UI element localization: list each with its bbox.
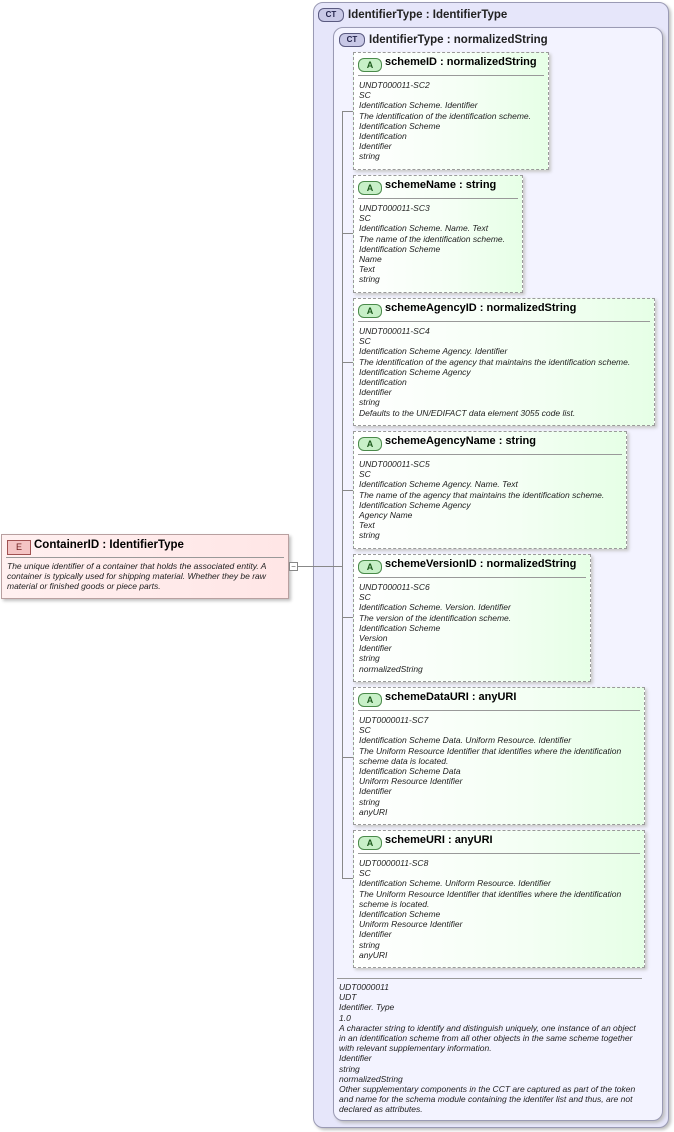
doc-line: The name of the identification scheme. (359, 233, 505, 244)
attribute-documentation (359, 203, 518, 285)
doc-line: The Uniform Resource Identifier that identifies where the identification scheme data is located. (359, 745, 622, 766)
attribute-icon: A (358, 181, 382, 195)
doc-line: UDT (339, 992, 357, 1003)
doc-line: UNDT000011-SC6 (359, 582, 430, 592)
doc-line: Identifier (359, 387, 392, 398)
doc-line: SC (359, 336, 371, 347)
attribute-schemeuri[interactable] (353, 830, 645, 968)
doc-line: UNDT000011-SC3 (359, 203, 430, 213)
element-documentation: The unique identifier of a container that holds the associated entity. A container is typically used for shipping material. Whether they be raw material or finished goods or piece parts. (7, 561, 267, 591)
attribute-documentation (359, 326, 650, 418)
doc-line: Version (359, 633, 388, 644)
connector-line (342, 490, 353, 491)
doc-line: The Uniform Resource Identifier that identifies where the identification scheme is located. (359, 888, 622, 909)
doc-line: UNDT000011-SC5 (359, 459, 430, 469)
attribute-title: schemeAgencyName : string (385, 435, 536, 447)
doc-line: string (359, 939, 380, 950)
divider (358, 710, 640, 711)
attribute-icon: A (358, 58, 382, 72)
doc-line: Identification (359, 131, 407, 142)
doc-line: Identification Scheme (359, 909, 441, 920)
attribute-documentation (359, 582, 586, 674)
divider (358, 577, 586, 578)
doc-line: string (339, 1063, 360, 1074)
divider (358, 454, 622, 455)
attribute-schemeagencyid[interactable] (353, 298, 655, 426)
doc-line: Uniform Resource Identifier (359, 776, 463, 787)
attribute-title: schemeDataURI : anyURI (385, 691, 517, 703)
attribute-documentation (359, 80, 544, 162)
connector-line (342, 233, 353, 234)
doc-line: Identification Scheme. Version. Identifier (359, 602, 511, 613)
attribute-icon: A (358, 836, 382, 850)
doc-line: Identification Scheme (359, 243, 441, 254)
doc-line: SC (359, 592, 371, 603)
doc-line: SC (359, 469, 371, 480)
doc-line: Uniform Resource Identifier (359, 919, 463, 930)
element-title: ContainerID : IdentifierType (34, 539, 184, 551)
doc-line: UNDT000011-SC2 (359, 80, 430, 90)
attribute-schemeagencyname[interactable] (353, 431, 627, 549)
doc-line: Other supplementary components in the CCT are captured as part of the token and name for the schema module containing the identifer list and thus, are not declared as attributes. (339, 1084, 636, 1115)
doc-line: Identification Scheme Agency (359, 499, 471, 510)
doc-line: Identifier. Type (339, 1002, 395, 1013)
doc-line: Identifier (339, 1053, 372, 1064)
doc-line: Identification Scheme (359, 120, 441, 131)
doc-line: UNDT000011-SC4 (359, 326, 430, 336)
attribute-icon: A (358, 304, 382, 318)
attribute-icon: A (358, 437, 382, 451)
complex-type-icon: CT (318, 8, 344, 22)
doc-line: SC (359, 868, 371, 879)
doc-line: string (359, 530, 380, 541)
attribute-schemedatauri[interactable] (353, 687, 645, 825)
connector-line (342, 111, 353, 112)
attribute-documentation (359, 858, 640, 960)
doc-line: Identifier (359, 643, 392, 654)
attribute-icon: A (358, 693, 382, 707)
attribute-title: schemeVersionID : normalizedString (385, 558, 577, 570)
connector-line (342, 362, 353, 363)
attribute-title: schemeName : string (385, 179, 497, 191)
doc-line: string (359, 397, 380, 408)
doc-line: Name (359, 254, 382, 265)
doc-line: normalizedString (339, 1073, 403, 1084)
doc-line: SC (359, 725, 371, 736)
doc-line: A character string to identify and distinguish uniquely, one instance of an object in an identification scheme from all other objects in the same scheme together with relevant supplementary information. (339, 1022, 636, 1054)
doc-line: anyURI (359, 806, 388, 817)
divider (6, 557, 284, 558)
doc-line: Identification Scheme Data (359, 766, 461, 777)
attribute-schemename[interactable] (353, 175, 523, 293)
doc-line: Identification Scheme Agency. Identifier (359, 346, 508, 357)
connector-line (342, 878, 353, 879)
divider (337, 978, 642, 979)
doc-line: string (359, 274, 380, 285)
attribute-icon: A (358, 560, 382, 574)
doc-line: Identification Scheme Agency. Name. Text (359, 479, 518, 490)
doc-line: Identification Scheme. Uniform Resource. Identifier (359, 878, 551, 889)
doc-line: SC (359, 90, 371, 101)
attribute-documentation (359, 715, 640, 817)
collapse-toggle-icon[interactable]: − (289, 562, 298, 571)
doc-line: Identification Scheme. Name. Text (359, 223, 489, 234)
doc-line: The version of the identification scheme. (359, 612, 512, 623)
doc-line: SC (359, 213, 371, 224)
doc-line: UDT0000011 (339, 982, 389, 992)
connector-line (298, 566, 342, 567)
doc-line: The name of the agency that maintains the identification scheme. (359, 489, 605, 500)
doc-line: Defaults to the UN/EDIFACT data element 3055 code list. (359, 407, 576, 418)
doc-line: Identifier (359, 786, 392, 797)
attribute-schemeid[interactable] (353, 52, 549, 170)
doc-line: Identification Scheme Data. Uniform Resource. Identifier (359, 735, 572, 746)
attribute-title: schemeURI : anyURI (385, 834, 493, 846)
type-documentation (339, 982, 639, 1115)
doc-line: Identification Scheme Agency (359, 366, 471, 377)
complex-type-inner-title: IdentifierType : normalizedString (369, 34, 548, 47)
element-containerid[interactable] (1, 534, 289, 599)
divider (358, 198, 518, 199)
connector-line (342, 757, 353, 758)
divider (358, 75, 544, 76)
doc-line: UDT0000011-SC8 (359, 858, 429, 868)
doc-line: Identification Scheme (359, 622, 441, 633)
doc-line: UDT0000011-SC7 (359, 715, 429, 725)
complex-type-outer-header (318, 8, 507, 22)
attribute-schemeversionid[interactable] (353, 554, 591, 682)
attribute-title: schemeAgencyID : normalizedString (385, 302, 577, 314)
complex-type-icon: CT (339, 33, 365, 47)
attribute-title: schemeID : normalizedString (385, 56, 537, 68)
doc-line: string (359, 653, 380, 664)
doc-line: Identification (359, 377, 407, 388)
doc-line: The identification of the identification scheme. (359, 110, 531, 121)
doc-line: string (359, 796, 380, 807)
divider (358, 321, 650, 322)
doc-line: Text (359, 264, 375, 275)
doc-line: Text (359, 520, 375, 531)
element-icon: E (7, 540, 31, 555)
attribute-spine-line (342, 111, 343, 878)
doc-line: Agency Name (359, 510, 413, 521)
complex-type-inner-header (339, 33, 548, 47)
doc-line: normalizedString (359, 663, 423, 674)
doc-line: Identifier (359, 929, 392, 940)
connector-line (342, 617, 353, 618)
doc-line: Identification Scheme. Identifier (359, 100, 478, 111)
doc-line: The identification of the agency that maintains the identification scheme. (359, 356, 631, 367)
doc-line: 1.0 (339, 1012, 351, 1023)
complex-type-outer-title: IdentifierType : IdentifierType (348, 9, 508, 22)
doc-line: Identifier (359, 141, 392, 152)
attribute-documentation (359, 459, 622, 541)
doc-line: string (359, 151, 380, 162)
divider (358, 853, 640, 854)
doc-line: anyURI (359, 949, 388, 960)
